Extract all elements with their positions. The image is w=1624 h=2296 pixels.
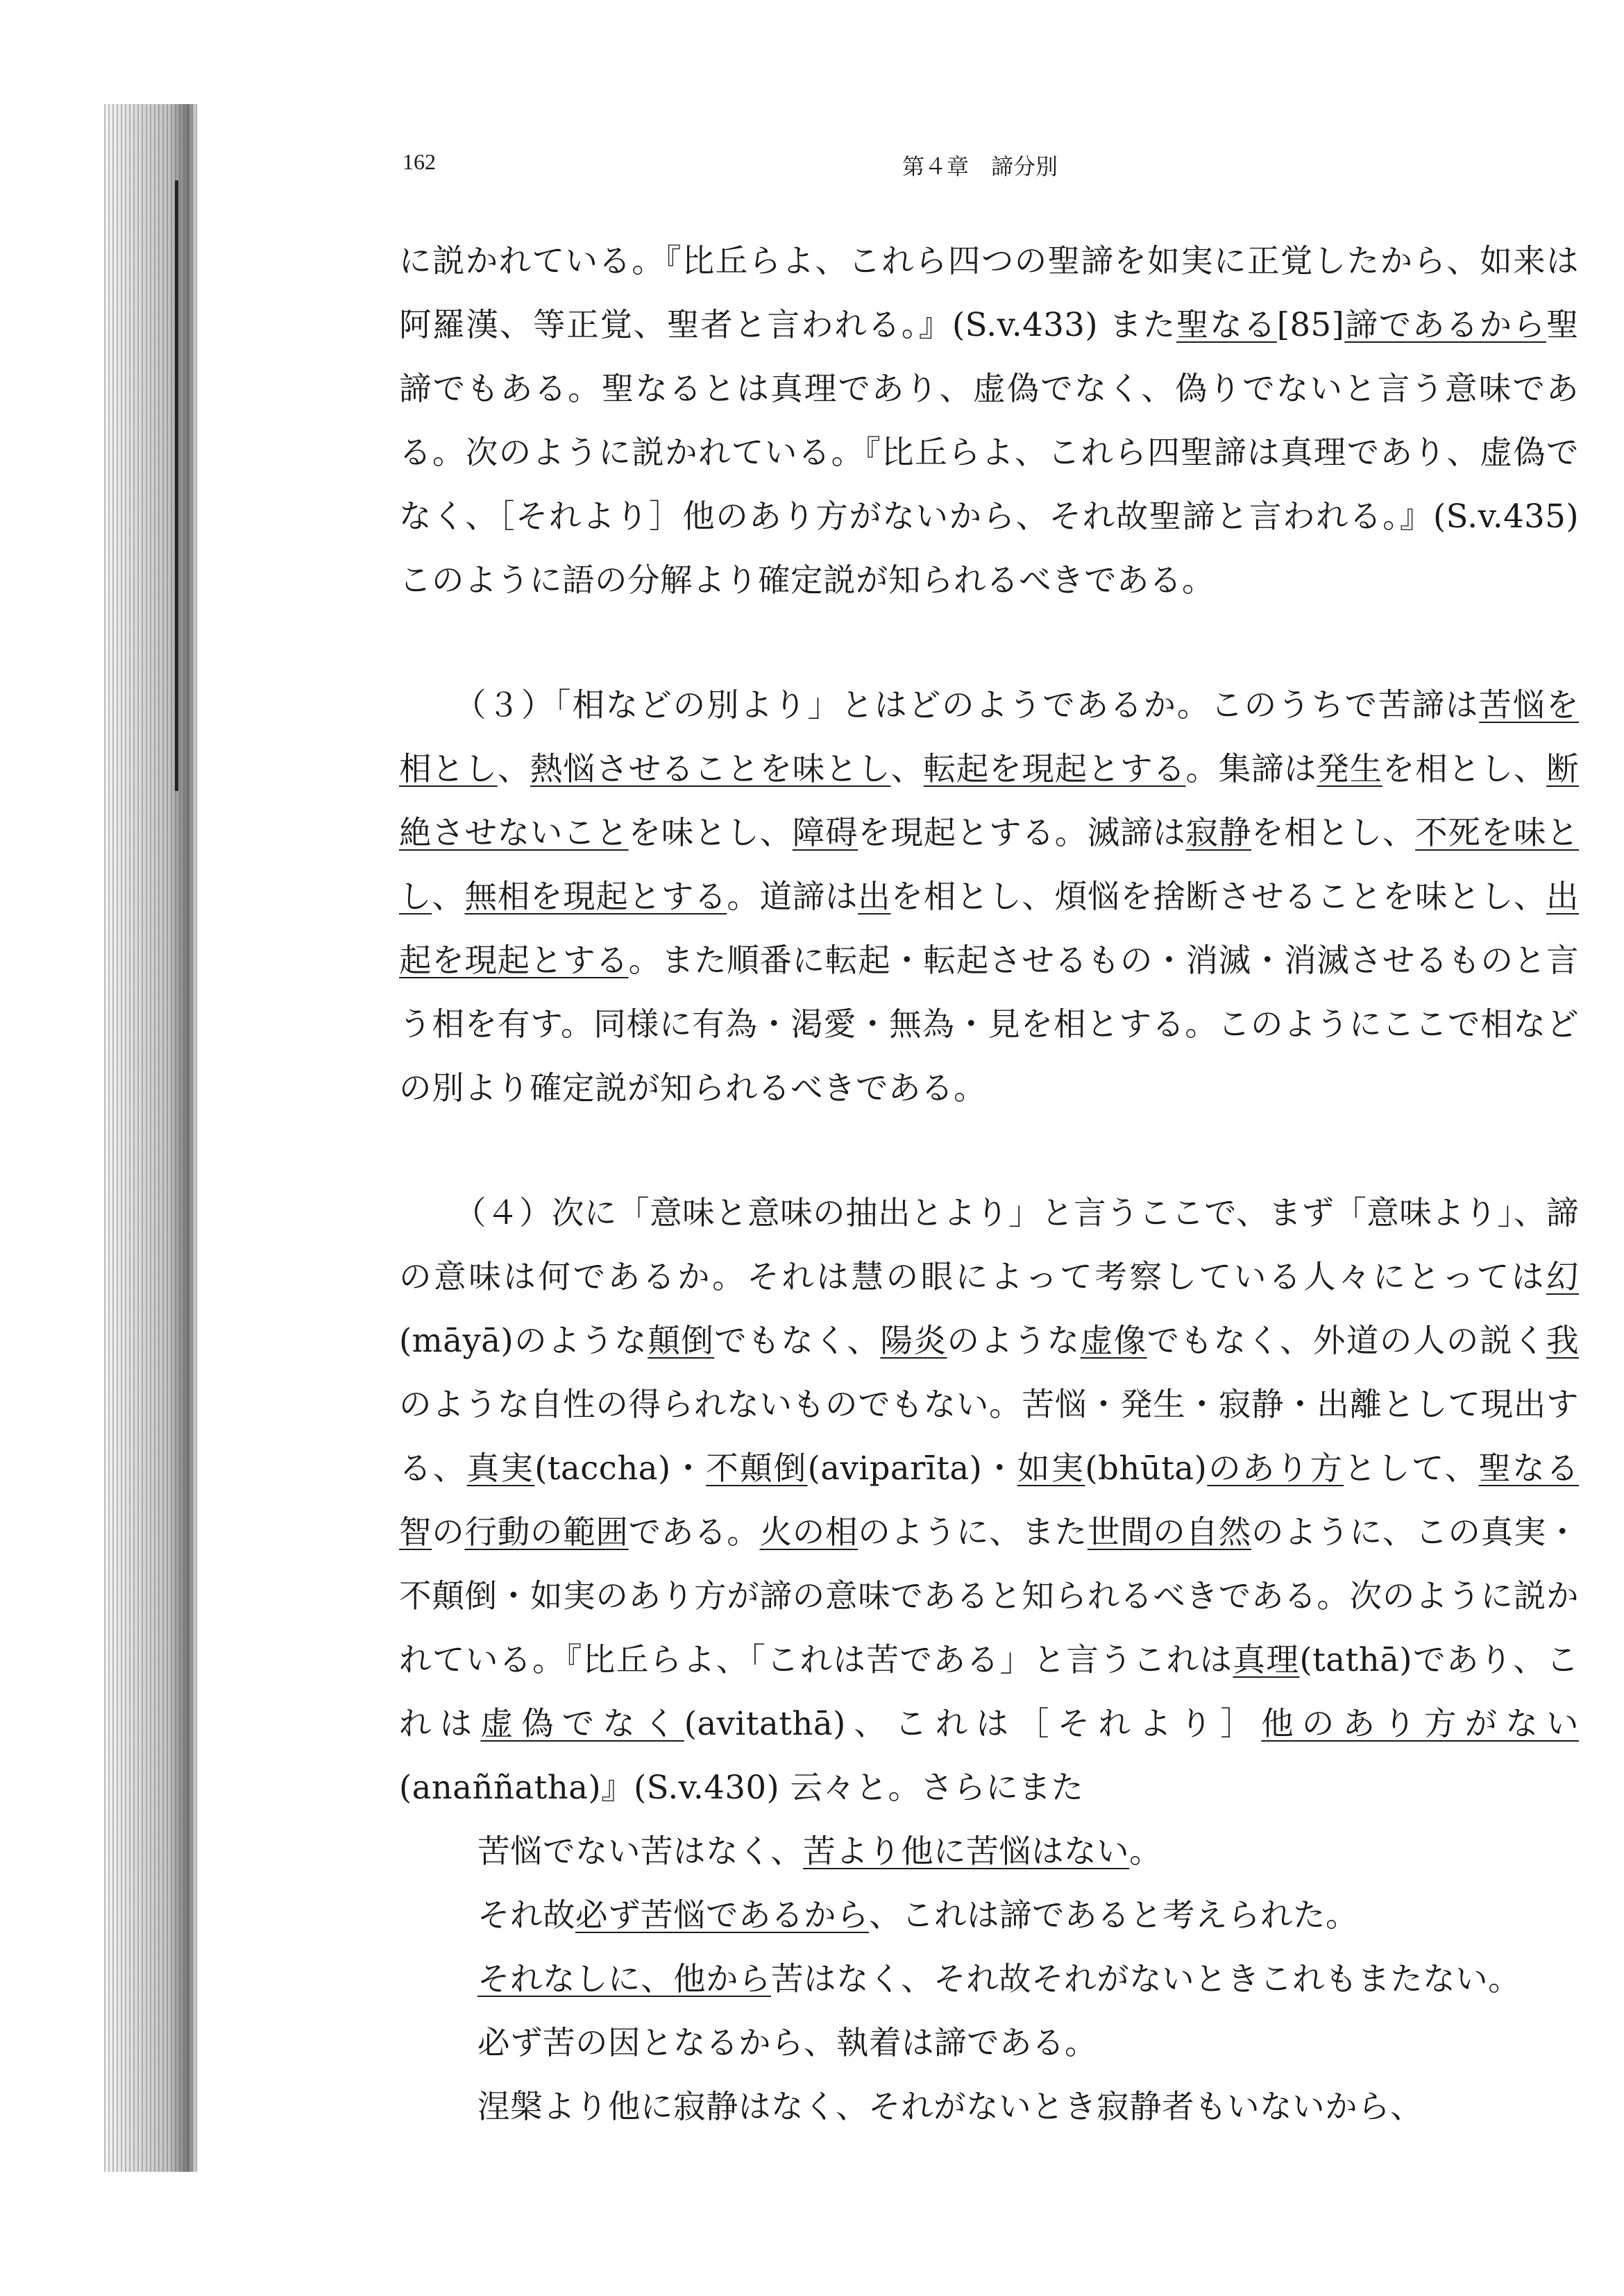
text-run: の: [432, 1513, 465, 1551]
text-run: (tathā)であり、これは: [399, 1641, 1579, 1742]
underlined-term: 無相を現起とする: [464, 878, 727, 915]
underlined-term: 寂静: [1185, 814, 1251, 851]
text-run: 必ず苦の因となるから、執着は諦である。: [477, 2024, 1097, 2061]
text-run: を相とし、: [1251, 814, 1416, 851]
underlined-term: 幻: [1546, 1258, 1579, 1295]
text-run: (anaññatha)』(S.v.430) 云々と。さらにまた: [399, 1769, 1084, 1806]
text-run: のように、また: [858, 1513, 1088, 1551]
text-run: のような: [947, 1322, 1081, 1359]
text-run: (māyā)のような: [399, 1322, 648, 1359]
text-run: のような自性の得られないものでもない。苦悩・発生・寂静・出離として現出する、: [399, 1386, 1579, 1487]
text-run: でもなく、: [714, 1322, 881, 1359]
underlined-term: 出: [858, 878, 891, 915]
scanned-binding-line: [175, 180, 178, 791]
text-run: でもなく、外道の人の説く: [1147, 1322, 1546, 1359]
underlined-term: 虚偽でなく: [480, 1705, 684, 1742]
underlined-term: 苦より他に苦悩はない: [803, 1832, 1130, 1870]
underlined-term: それなしに、他から: [477, 1960, 771, 1998]
underlined-term: 真理: [1233, 1641, 1300, 1678]
verse-line: [477, 2075, 1579, 2138]
underlined-term: 転起を現起とする: [923, 750, 1186, 788]
underlined-term: 聖なる智: [399, 1449, 1580, 1551]
underlined-term: 必ず苦悩であるから: [575, 1896, 869, 1934]
underlined-term: 出起を現起とする: [399, 878, 1580, 979]
text-run: を現起とする。滅諦は: [858, 814, 1186, 851]
underlined-term: 不顛倒: [706, 1449, 808, 1487]
underlined-term: 世間の自然: [1087, 1513, 1251, 1551]
verse-line: [477, 1947, 1579, 2011]
verse-line: [477, 1819, 1579, 1883]
text-run: 苦はなく、それ故それがないときこれもまたない。: [771, 1960, 1521, 1998]
underlined-term: 発生: [1317, 750, 1382, 788]
paragraph: [399, 673, 1579, 1120]
text-run: を相とし、: [1382, 750, 1547, 788]
underlined-term: のあり方: [1207, 1449, 1344, 1487]
page-number: 162: [403, 149, 436, 174]
paragraph: [399, 1181, 1579, 1819]
underlined-term: 我: [1546, 1322, 1579, 1359]
underlined-term: 諦であるから: [1344, 306, 1547, 343]
text-run: 聖諦でもある。聖なるとは真理であり、虚偽でなく、偽りでないと言う意味である。次のように説かれている。『比丘らよ、これら四聖諦は真理であり、虚偽でなく、［それより］他のあり方がないから、それ故聖諦と言われる。』(S.v.435) このように語の分解より確定説が知られるべきである。: [399, 306, 1580, 599]
underlined-term: 他のあり方がない: [1261, 1705, 1580, 1742]
text-run: （３）「相などの別より」とはどのようであるか。このうちで苦諦は: [454, 686, 1480, 724]
text-run: それ故: [477, 1896, 575, 1934]
underlined-term: 真実: [466, 1449, 535, 1487]
text-run: (bhūta): [1085, 1449, 1208, 1487]
body-text: [399, 229, 1579, 2138]
underlined-term: 顛倒: [648, 1322, 715, 1359]
underlined-term: 如実: [1017, 1449, 1085, 1487]
underlined-term: 熱悩させることを味とし: [530, 750, 891, 788]
text-run: 苦悩でない苦はなく、: [477, 1832, 804, 1870]
running-head: 第４章 諦分別: [902, 153, 1058, 180]
text-run: 、: [432, 878, 465, 915]
text-run: [85]: [1276, 306, 1345, 343]
underlined-term: 行動の範囲: [464, 1513, 629, 1551]
underlined-term: 不死を味とし: [399, 814, 1580, 915]
underlined-term: 陽炎: [880, 1322, 947, 1359]
underlined-term: 断絶させないこと: [399, 750, 1580, 851]
text-run: (avitathā)、これは［それより］: [684, 1705, 1262, 1742]
verse-line: [477, 1883, 1579, 1947]
paragraph: [399, 229, 1579, 612]
page-header: [403, 149, 1582, 184]
text-run: を相とし、煩悩を捨断させることを味とし、: [890, 878, 1547, 915]
text-run: （４）次に「意味と意味の抽出とより」と言うここで、まず「意味より」、諦の意味は何であるか。それは慧の眼によって考察している人々にとっては: [399, 1194, 1579, 1295]
verse-line: [477, 2011, 1579, 2075]
text-run: 、: [890, 750, 924, 788]
text-run: を味とし、: [628, 814, 793, 851]
text-run: のように、この真実・不顛倒・如実のあり方が諦の意味であると知られるべきである。次のように説かれている。『比丘らよ、「これは苦である」と言うこれは: [399, 1513, 1580, 1678]
text-run: である。: [628, 1513, 760, 1551]
text-run: 、: [497, 750, 530, 788]
scanned-binding-shadow: [104, 104, 198, 2172]
text-run: として、: [1344, 1449, 1479, 1487]
underlined-term: 虚像: [1080, 1322, 1147, 1359]
text-run: 。集諦は: [1185, 750, 1317, 788]
text-run: に説かれている。『比丘らよ、これら四つの聖諦を如実に正覚したから、如来は阿羅漢、等正覚、聖者と言われる。』(S.v.433) また: [399, 242, 1579, 343]
underlined-term: 苦悩を相とし: [399, 686, 1579, 788]
text-run: 。また順番に転起・転起させるもの・消滅・消滅させるものと言う相を有す。同様に有為・渇愛・無為・見を相とする。このようにここで相などの別より確定説が知られるべきである。: [399, 942, 1580, 1107]
underlined-term: 火の相: [759, 1513, 858, 1551]
underlined-term: 障碍: [792, 814, 858, 851]
text-run: 、これは諦であると考えられた。: [869, 1896, 1358, 1934]
text-run: (aviparīta)・: [807, 1449, 1017, 1487]
underlined-term: 聖なる: [1176, 306, 1277, 343]
text-run: 。道諦は: [727, 878, 858, 915]
text-run: 涅槃より他に寂静はなく、それがないとき寂静者もいないから、: [477, 2088, 1423, 2125]
text-run: (taccha)・: [534, 1449, 707, 1487]
text-run: 。: [1129, 1832, 1162, 1870]
verse-block: [399, 1819, 1579, 2138]
